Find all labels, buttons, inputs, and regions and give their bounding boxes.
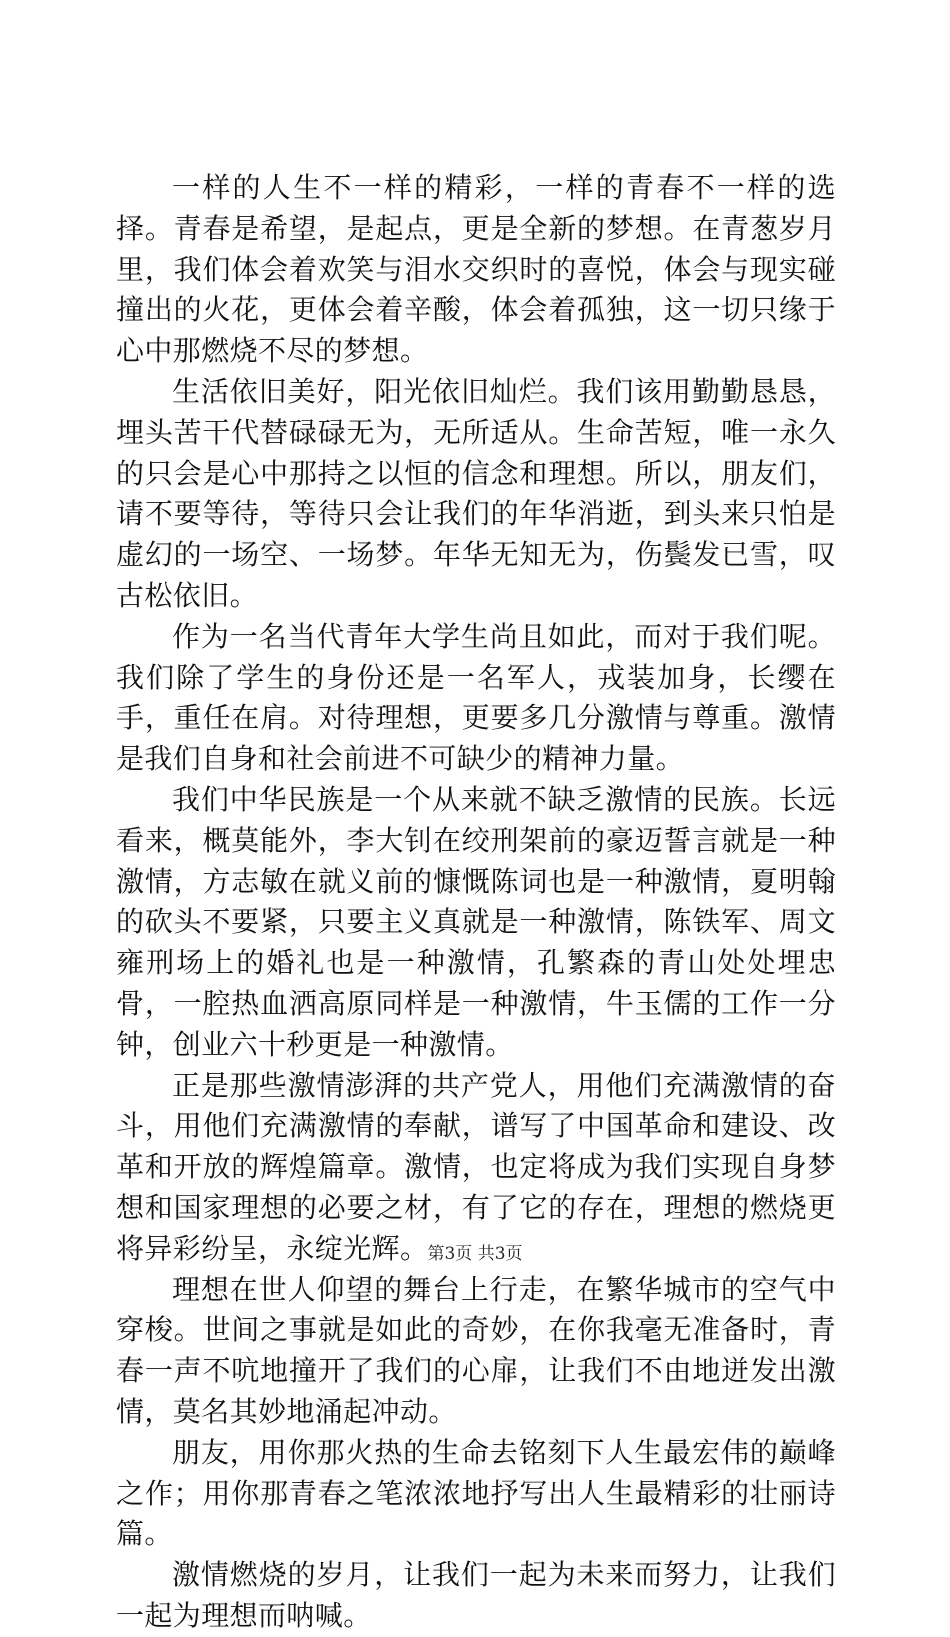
paragraph-4: 我们中华民族是一个从来就不缺乏激情的民族。长远看来，概莫能外，李大钊在绞刑架前的豪迈誓言就是一种激情，方志敏在就义前的慷慨陈词也是一种激情，夏明翰的砍头不要紧，只要主义真就是一种激情，陈铁军、周文雍刑场上的婚礼也是一种激情，孔繁森的青山处处埋忠骨，一腔热血洒高原同样是一种激情，牛玉儒的工作一分钟，创业六十秒更是一种激情。 [116, 782, 836, 1061]
paragraph-5: 正是那些激情澎湃的共产党人，用他们充满激情的奋斗，用他们充满激情的奉献，谱写了中国革命和建设、改革和开放的辉煌篇章。激情，也定将成为我们实现自身梦想和国家理想的必要之材，有了它的存在，理想的燃烧更将异彩纷呈，永绽光辉。 [116, 1068, 836, 1265]
page-number-footer: 第3页 共3页 [427, 1244, 523, 1264]
paragraph-1: 一样的人生不一样的精彩，一样的青春不一样的选择。青春是希望，是起点，更是全新的梦想。在青葱岁月里，我们体会着欢笑与泪水交织时的喜悦，体会与现实碰撞出的火花，更体会着辛酸，体会着孤独，这一切只缘于心中那燃烧不尽的梦想。 [116, 171, 836, 368]
document-body [116, 168, 836, 1637]
paragraph-2: 生活依旧美好，阳光依旧灿烂。我们该用勤勤恳恳，埋头苦干代替碌碌无为，无所适从。生命苦短，唯一永久的只会是心中那持之以恒的信念和理想。所以，朋友们，请不要等待，等待只会让我们的年华消逝，到头来只怕是虚幻的一场空、一场梦。年华无知无为，伤鬓发已雪，叹古松依旧。 [116, 374, 836, 612]
paragraph-8: 激情燃烧的岁月，让我们一起为未来而努力，让我们一起为理想而呐喊。 [116, 1558, 836, 1632]
paragraph-6: 理想在世人仰望的舞台上行走，在繁华城市的空气中穿梭。世间之事就是如此的奇妙，在你我毫无准备时，青春一声不吭地撞开了我们的心扉，让我们不由地迸发出激情，莫名其妙地涌起冲动。 [116, 1272, 836, 1428]
paragraph-7: 朋友，用你那火热的生命去铭刻下人生最宏伟的巅峰之作；用你那青春之笔浓浓地抒写出人生最精彩的壮丽诗篇。 [116, 1435, 836, 1551]
paragraph-3: 作为一名当代青年大学生尚且如此，而对于我们呢。我们除了学生的身份还是一名军人，戎装加身，长缨在手，重任在肩。对待理想，更要多几分激情与尊重。激情是我们自身和社会前进不可缺少的精神力量。 [116, 619, 836, 776]
